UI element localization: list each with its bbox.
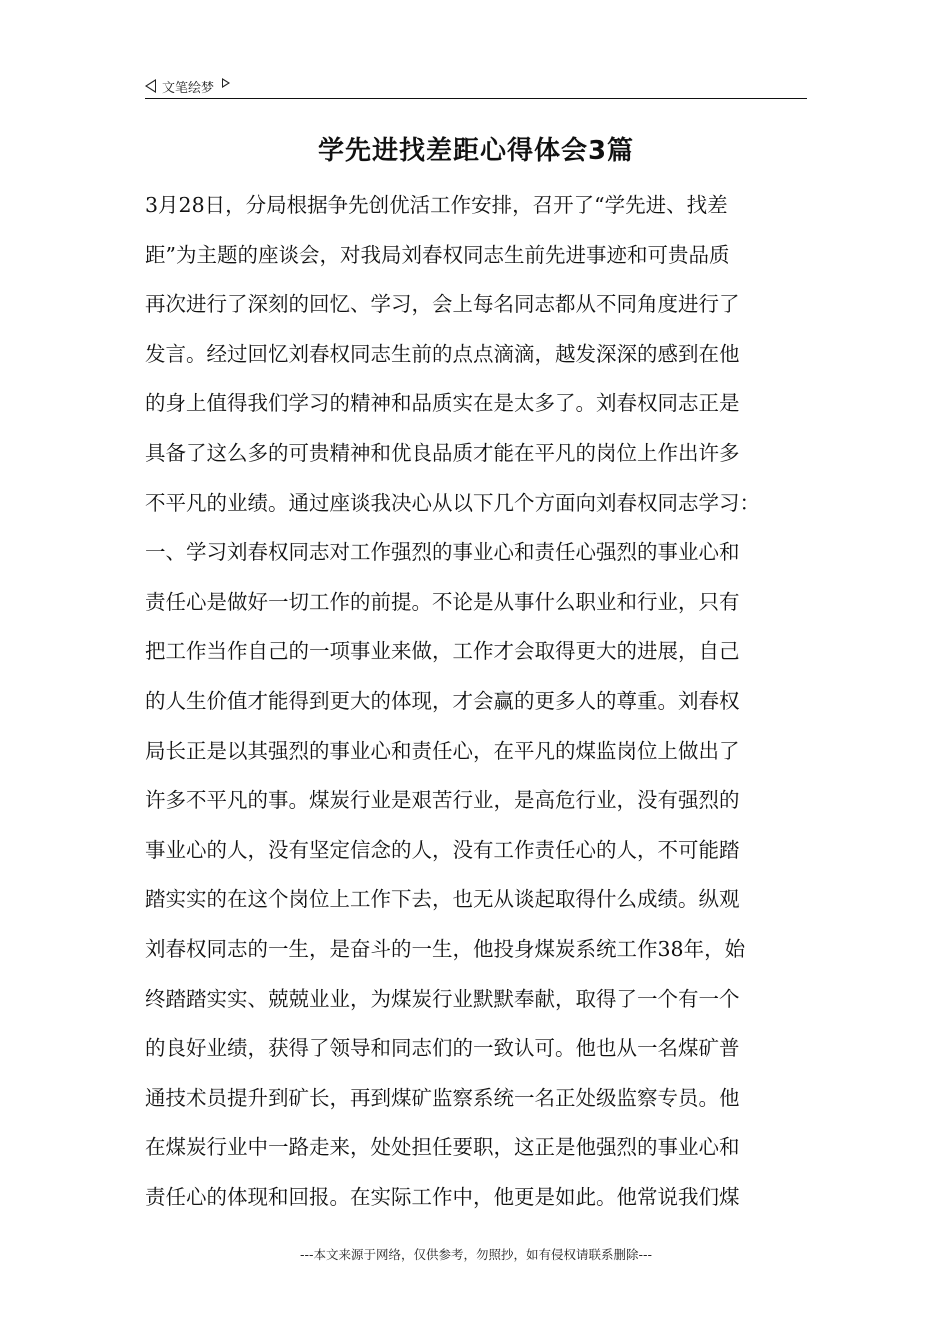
page-footer: ---本文来源于网络，仅供参考，勿照抄，如有侵权请联系删除---: [299, 1247, 653, 1262]
page-header: [145, 74, 807, 98]
body-line: 发言。经过回忆刘春权同志生前的点点滴滴，越发深深的感到在他: [145, 341, 740, 366]
header-divider: [145, 98, 807, 99]
triangle-right-icon: [222, 78, 230, 88]
document-body: [145, 181, 815, 1222]
header-brand: 文笔绘梦: [162, 80, 215, 96]
body-line: 刘春权同志的一生，是奋斗的一生，他投身煤炭系统工作38年，始: [145, 936, 746, 961]
body-line: 责任心的体现和回报。在实际工作中，他更是如此。他常说我们煤: [145, 1184, 740, 1209]
body-line: 距”为主题的座谈会，对我局刘春权同志生前先进事迹和可贵品质: [145, 242, 730, 267]
body-line: 事业心的人，没有坚定信念的人，没有工作责任心的人，不可能踏: [145, 837, 740, 862]
body-line: 许多不平凡的事。煤炭行业是艰苦行业，是高危行业，没有强烈的: [145, 788, 740, 813]
body-line: 的人生价值才能得到更大的体现，才会赢的更多人的尊重。刘春权: [145, 688, 740, 713]
document-title: 学先进找差距心得体会3篇: [317, 136, 635, 166]
body-line: 的良好业绩，获得了领导和同志们的一致认可。他也从一名煤矿普: [145, 1036, 740, 1061]
body-line: 的身上值得我们学习的精神和品质实在是太多了。刘春权同志正是: [145, 391, 740, 416]
body-line: 责任心是做好一切工作的前提。不论是从事什么职业和行业，只有: [145, 589, 740, 614]
body-line: 3月28日，分局根据争先创优活工作安排，召开了“学先进、找差: [145, 193, 728, 217]
body-line: 一、学习刘春权同志对工作强烈的事业心和责任心强烈的事业心和: [145, 540, 740, 565]
body-line: 局长正是以其强烈的事业心和责任心，在平凡的煤监岗位上做出了: [145, 738, 740, 763]
body-line: 终踏踏实实、兢兢业业，为煤炭行业默默奉献，取得了一个有一个: [145, 986, 740, 1011]
body-line: 具备了这么多的可贵精神和优良品质才能在平凡的岗位上作出许多: [145, 440, 740, 465]
body-line: 再次进行了深刻的回忆、学习，会上每名同志都从不同角度进行了: [145, 292, 740, 317]
triangle-left-icon: [145, 79, 156, 93]
body-line: 不平凡的业绩。通过座谈我决心从以下几个方面向刘春权同志学习：: [145, 490, 760, 515]
body-line: 通技术员提升到矿长，再到煤矿监察系统一名正处级监察专员。他: [145, 1085, 740, 1110]
body-line: 把工作当作自己的一项事业来做，工作才会取得更大的进展，自己: [145, 639, 740, 664]
body-line: 在煤炭行业中一路走来，处处担任要职，这正是他强烈的事业心和: [145, 1135, 740, 1160]
body-line: 踏实实的在这个岗位上工作下去，也无从谈起取得什么成绩。纵观: [145, 887, 740, 912]
